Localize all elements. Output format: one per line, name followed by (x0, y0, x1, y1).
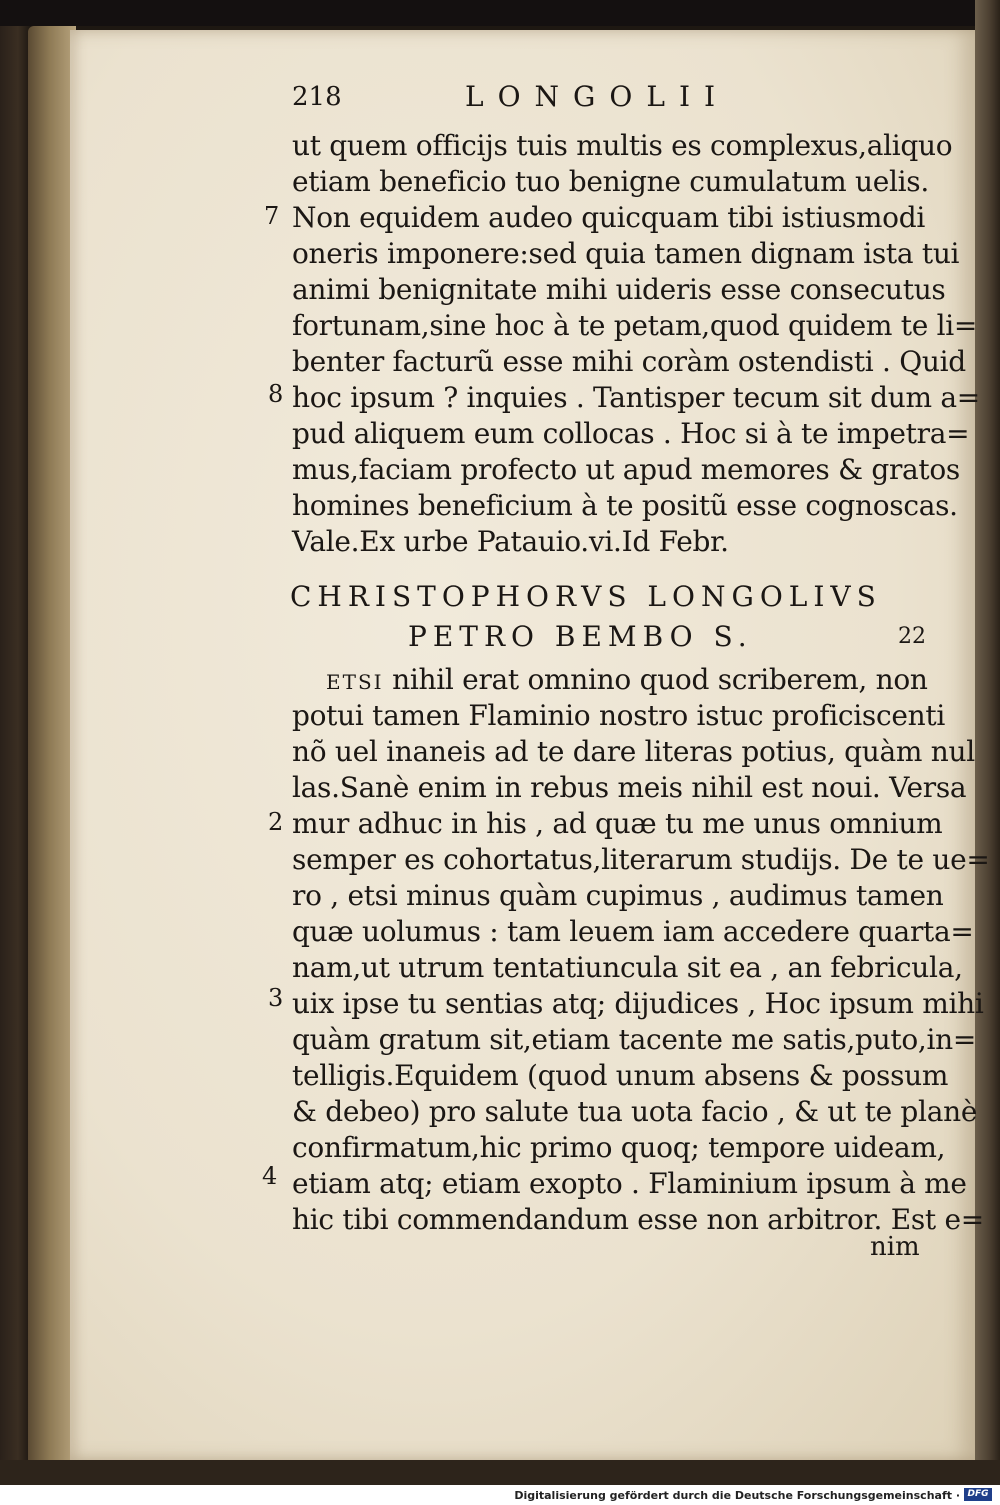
text-line: quæ uolumus : tam leuem iam accedere quarta= (292, 915, 974, 948)
letter-heading-sender: CHRISTOPHORVS LONGOLIVS (290, 580, 882, 613)
text-line: pud aliquem eum collocas . Hoc si à te impetra= (292, 417, 970, 450)
text-line: oneris imponere:sed quia tamen dignam ista tui (292, 237, 960, 270)
text-line: benter facturũ esse mihi coràm ostendisti . Quid (292, 345, 966, 378)
text-line: semper es cohortatus,literarum studijs. De te ue= (292, 843, 990, 876)
text-line: mus,faciam profecto ut apud memores & gratos (292, 453, 961, 486)
text-line: nõ uel inaneis ad te dare literas potius, quàm nul (292, 735, 975, 768)
text-line: fortunam,sine hoc à te petam,quod quidem te li= (292, 309, 978, 342)
running-title: LONGOLII (465, 80, 730, 113)
scan-top-edge (0, 0, 1000, 26)
text-line: animi benignitate mihi uideris esse consecutus (292, 273, 946, 306)
text-line-first (326, 662, 928, 700)
scan-bottom-edge (0, 1460, 1000, 1485)
text-line: nam,ut utrum tentatiuncula sit ea , an febricula, (292, 951, 963, 984)
page-stack-edge (975, 0, 1000, 1470)
text-line: telligis.Equidem (quod unum absens & possum (292, 1059, 949, 1092)
text-line: quàm gratum sit,etiam tacente me satis,puto,in= (292, 1023, 977, 1056)
text-line: etiam beneficio tuo benigne cumulatum uelis. (292, 165, 929, 198)
text-line: hoc ipsum ? inquies . Tantisper tecum sit dum a= (292, 381, 980, 414)
text-line: Non equidem audeo quicquam tibi istiusmodi (292, 201, 926, 234)
text-line: homines beneficium à te positũ esse cognoscas. (292, 489, 958, 522)
catchword: nim (870, 1232, 920, 1262)
dfg-logo: DFG (964, 1488, 992, 1501)
text-line: & debeo) pro salute tua uota facio , & ut te planè (292, 1095, 978, 1128)
text-line: confirmatum,hic primo quoq; tempore uideam, (292, 1131, 946, 1164)
letter-heading-recipient: PETRO BEMBO S. (408, 620, 753, 653)
text-line: hic tibi commendandum esse non arbitror. Est e= (292, 1203, 984, 1236)
text-line: potui tamen Flaminio nostro istuc proficiscenti (292, 699, 945, 732)
text-line: ut quem officijs tuis multis es complexus,aliquo (292, 129, 953, 162)
letter-number: 22 (898, 624, 926, 649)
text-line: Vale.Ex urbe Patauio.vi.Id Febr. (292, 525, 729, 558)
first-line-text: nihil erat omnino quod scriberem, non (383, 663, 928, 696)
digitization-credit: Digitalisierung gefördert durch die Deutsche Forschungsgemeinschaft · (514, 1489, 960, 1502)
margin-number: 8 (268, 380, 284, 408)
margin-number: 2 (268, 808, 284, 836)
opening-word: ETSI (326, 670, 384, 694)
margin-number: 7 (264, 202, 280, 230)
text-line: mur adhuc in his , ad quæ tu me unus omnium (292, 807, 943, 840)
text-line: ro , etsi minus quàm cupimus , audimus tamen (292, 879, 944, 912)
text-line: uix ipse tu sentias atq; dijudices , Hoc ipsum mihi (292, 987, 984, 1020)
text-line: etiam atq; etiam exopto . Flaminium ipsum à me (292, 1167, 967, 1200)
page-number: 218 (292, 82, 342, 112)
margin-number: 3 (268, 984, 284, 1012)
margin-number: 4 (262, 1162, 278, 1190)
book-binding (28, 26, 76, 1466)
text-line: las.Sanè enim in rebus meis nihil est noui. Versa (292, 771, 967, 804)
